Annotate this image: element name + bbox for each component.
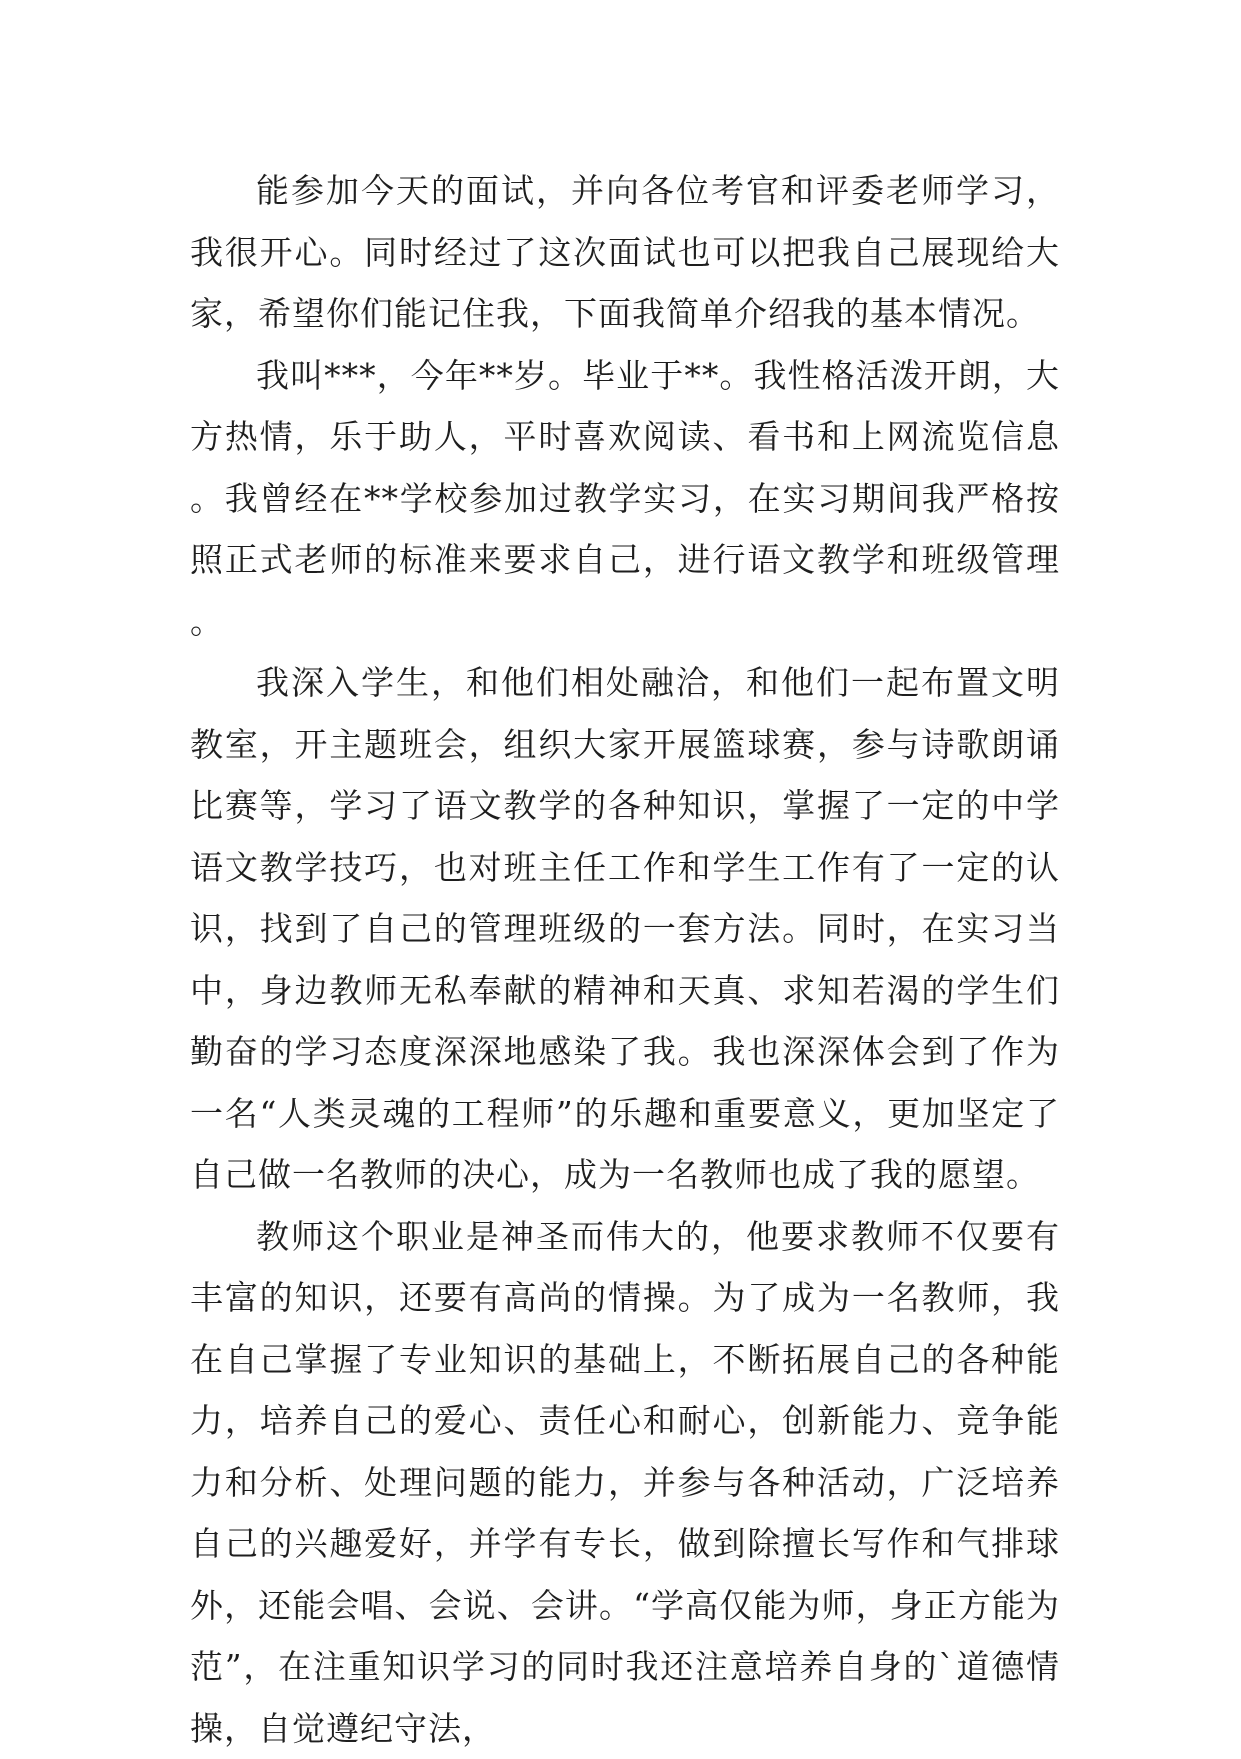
- paragraph-3: 我深入学生，和他们相处融洽，和他们一起布置文明教室，开主题班会，组织大家开展篮球赛，参与诗歌朗诵比赛等，学习了语文教学的各种知识，掌握了一定的中学语文教学技巧，也对班主任工作和学生工作有了一定的认识，找到了自己的管理班级的一套方法。同时，在实习当中，身边教师无私奉献的精神和天真、求知若渴的学生们勤奋的学习态度深深地感染了我。我也深深体会到了作为一名“人类灵魂的工程师”的乐趣和重要意义，更加坚定了自己做一名教师的决心，成为一名教师也成了我的愿望。: [190, 652, 1060, 1206]
- paragraph-1: 能参加今天的面试，并向各位考官和评委老师学习，我很开心。同时经过了这次面试也可以把我自己展现给大家，希望你们能记住我，下面我简单介绍我的基本情况。: [190, 160, 1060, 345]
- document-body: [190, 160, 1060, 1759]
- paragraph-4: 教师这个职业是神圣而伟大的，他要求教师不仅要有丰富的知识，还要有高尚的情操。为了成为一名教师，我在自己掌握了专业知识的基础上，不断拓展自己的各种能力，培养自己的爱心、责任心和耐心，创新能力、竞争能力和分析、处理问题的能力，并参与各种活动，广泛培养自己的兴趣爱好，并学有专长，做到除擅长写作和气排球外，还能会唱、会说、会讲。“学高仅能为师，身正方能为范”，在注重知识学习的同时我还注意培养自身的`道德情操，自觉遵纪守法，: [190, 1206, 1060, 1759]
- paragraph-2: 我叫***，今年**岁。毕业于**。我性格活泼开朗，大方热情，乐于助人，平时喜欢阅读、看书和上网流览信息。我曾经在**学校参加过教学实习，在实习期间我严格按照正式老师的标准来要求自己，进行语文教学和班级管理。: [190, 345, 1060, 653]
